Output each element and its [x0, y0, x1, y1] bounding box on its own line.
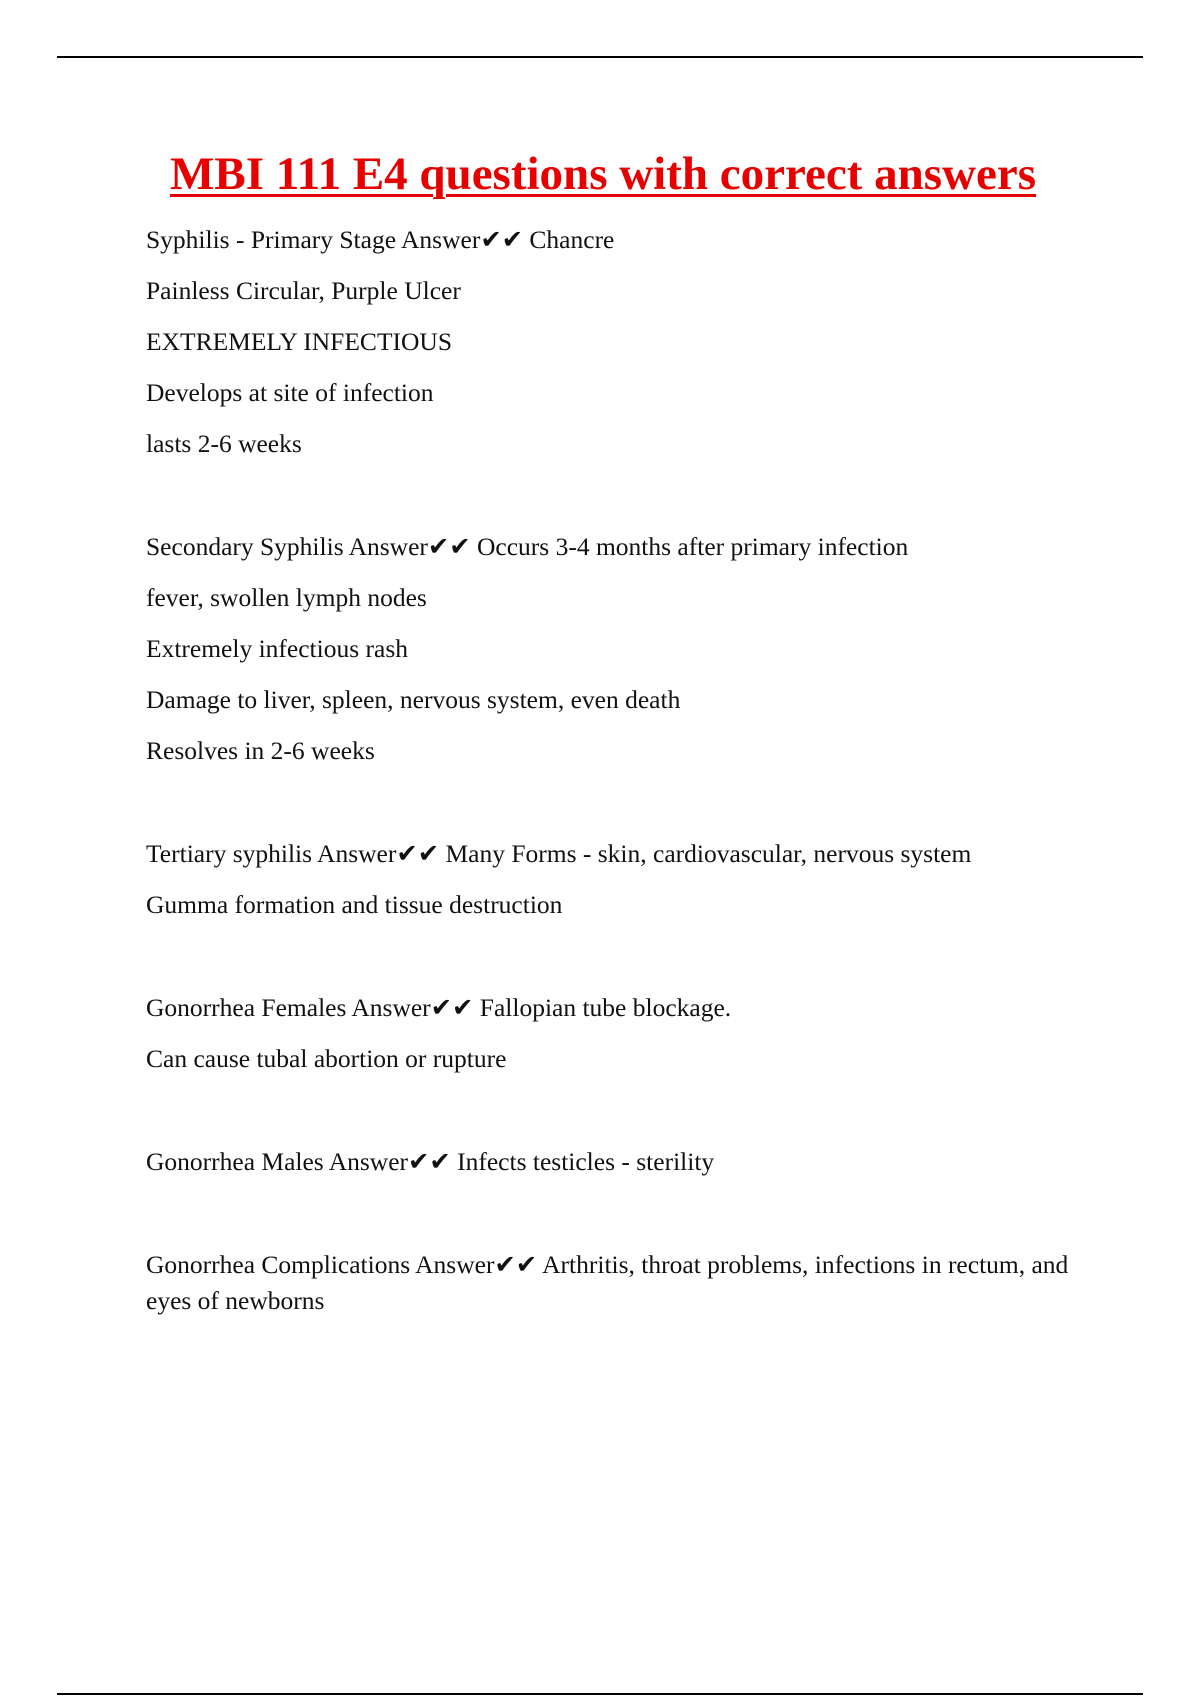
- entry-line: Resolves in 2-6 weeks: [146, 736, 375, 765]
- qa-entries: [146, 214, 1096, 1319]
- entry-line: Gonorrhea Complications Answer✔✔ Arthritis, throat problems, infections in rectum, and eyes of newborns: [146, 1250, 1069, 1315]
- bottom-rule: [57, 1693, 1143, 1695]
- entry-line: Gonorrhea Males Answer✔✔ Infects testicles - sterility: [146, 1147, 715, 1176]
- entry-line: Extremely infectious rash: [146, 634, 408, 663]
- entry-line: Damage to liver, spleen, nervous system, even death: [146, 685, 681, 714]
- entry-line: lasts 2-6 weeks: [146, 429, 302, 458]
- qa-entry-gonorrhea-complications: [146, 1239, 1096, 1319]
- entry-line: Tertiary syphilis Answer✔✔ Many Forms - skin, cardiovascular, nervous system: [146, 839, 972, 868]
- qa-entry-secondary-syphilis: [146, 521, 1096, 776]
- entry-line: Gonorrhea Females Answer✔✔ Fallopian tube blockage.: [146, 993, 732, 1022]
- entry-line: fever, swollen lymph nodes: [146, 583, 427, 612]
- entry-line: Secondary Syphilis Answer✔✔ Occurs 3-4 months after primary infection: [146, 532, 909, 561]
- entry-line: Syphilis - Primary Stage Answer✔✔ Chancre: [146, 225, 615, 254]
- qa-entry-gonorrhea-females: [146, 982, 1096, 1084]
- entry-line: EXTREMELY INFECTIOUS: [146, 327, 453, 356]
- qa-entry-primary-syphilis: [146, 214, 1096, 469]
- document-page: [146, 140, 1096, 1371]
- top-rule: [57, 56, 1143, 58]
- entry-line: Painless Circular, Purple Ulcer: [146, 276, 461, 305]
- qa-entry-tertiary-syphilis: [146, 828, 1096, 930]
- entry-line: Develops at site of infection: [146, 378, 434, 407]
- document-title: MBI 111 E4 questions with correct answers: [170, 148, 1037, 200]
- qa-entry-gonorrhea-males: [146, 1136, 1096, 1187]
- entry-line: Can cause tubal abortion or rupture: [146, 1044, 507, 1073]
- entry-line: Gumma formation and tissue destruction: [146, 890, 563, 919]
